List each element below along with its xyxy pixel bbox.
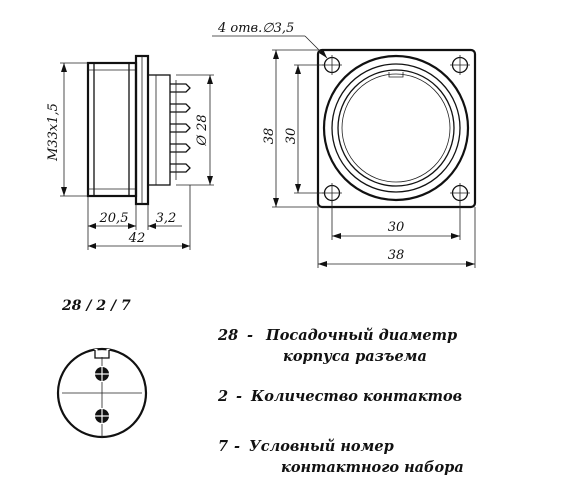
front-view (212, 21, 475, 268)
length-front-label: 20,5 (99, 211, 129, 226)
length-rear-label: 3,2 (155, 211, 177, 226)
legend-dash: - (234, 438, 241, 455)
legend-item (217, 327, 457, 365)
legend-dash: - (247, 327, 254, 344)
pin-circle-label: Ø 28 (195, 114, 210, 146)
legend (217, 327, 464, 476)
contact-layout (58, 349, 146, 438)
overall-length-label: 42 (128, 231, 146, 246)
legend-line1: Количество контактов (251, 388, 463, 405)
legend-line1: Условный номер (249, 438, 394, 455)
legend-number: 2 (218, 388, 229, 405)
legend-line2: контактного набора (281, 459, 464, 476)
flange-width-label: 38 (387, 248, 405, 263)
contact-tails (170, 80, 190, 180)
outer-ring (324, 56, 468, 200)
holes-note: 4 отв.∅3,5 (218, 21, 295, 36)
rear-insulator (148, 75, 170, 185)
flange-height-label: 38 (262, 127, 277, 145)
side-view (46, 56, 214, 250)
legend-number: 28 (218, 327, 239, 344)
hole-spacing-v-label: 30 (284, 127, 299, 145)
legend-line1: Посадочный диаметр (266, 327, 458, 344)
thread-label: M33x1,5 (46, 103, 61, 161)
legend-dash: - (236, 388, 243, 405)
legend-item (217, 388, 462, 405)
hole-spacing-h-label: 30 (387, 220, 405, 235)
legend-line2: корпуса разъема (283, 348, 427, 365)
legend-item (218, 438, 464, 476)
legend-number: 7 (218, 438, 229, 455)
square-flange (318, 50, 475, 207)
designation-code: 28 / 2 / 7 (62, 298, 131, 314)
